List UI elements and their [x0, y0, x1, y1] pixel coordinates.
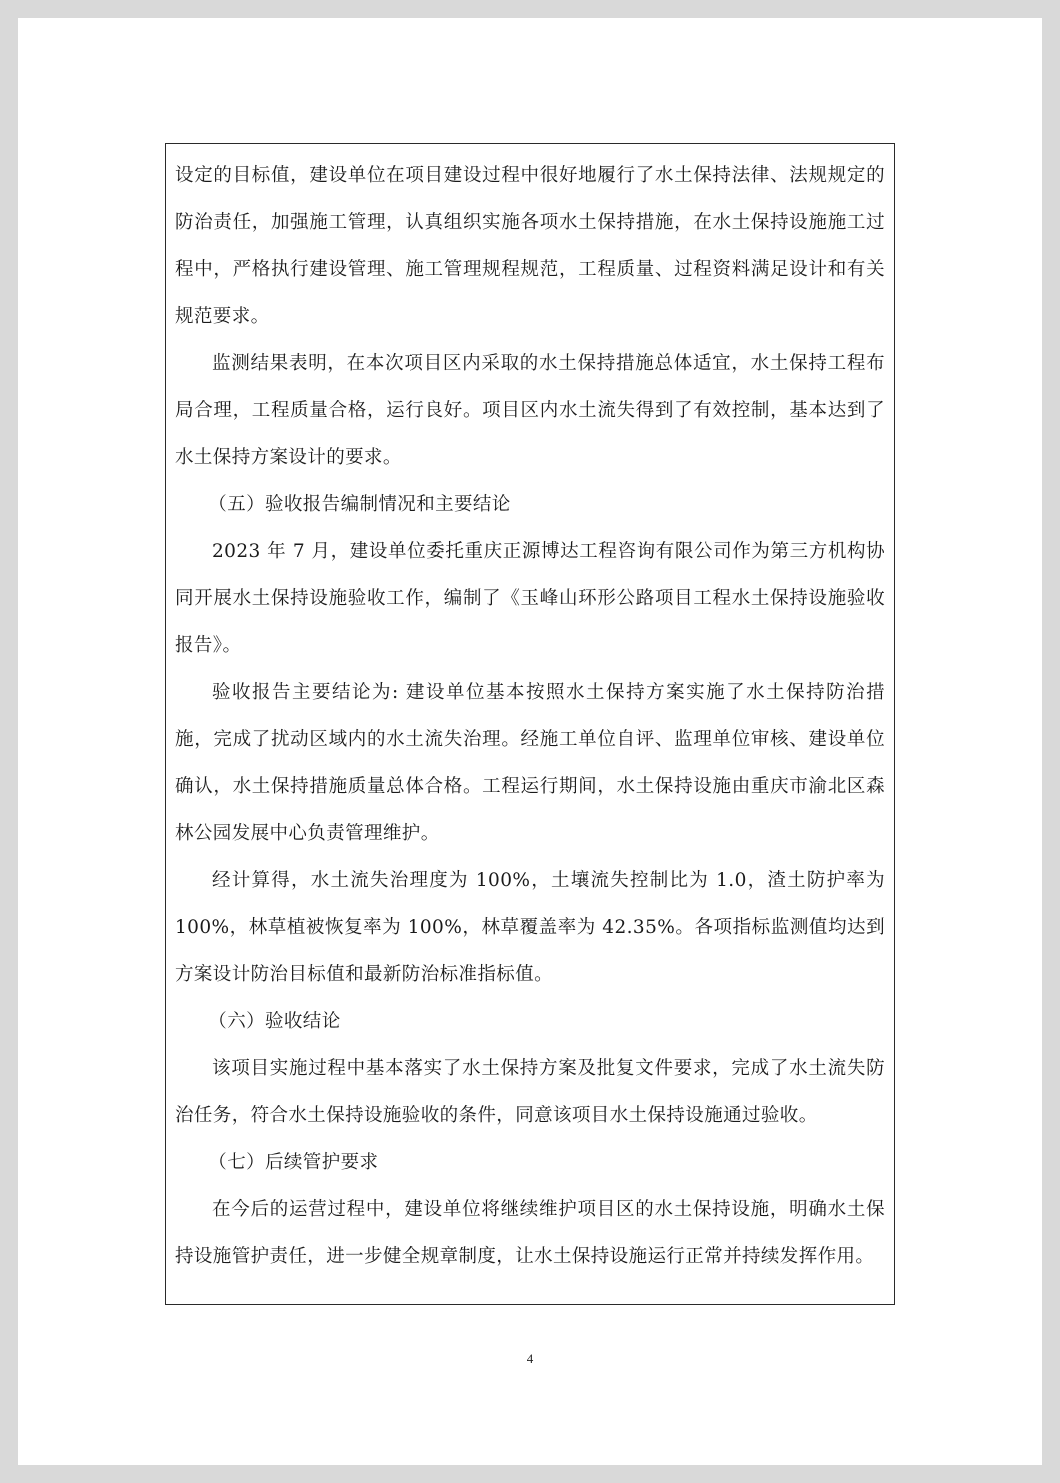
- section-heading-6: （六）验收结论: [208, 1011, 341, 1032]
- paragraph-report-conclusion: 验收报告主要结论为: 建设单位基本按照水土保持方案实施了水土保持防治措施，完成了扰动区域内的水土流失治理。经施工单位自评、监理单位审核、建设单位确认，水土保持措施质量总体合格。工程运行期间，水土保持设施由重庆市渝北区森林公园发展中心负责管理维护。: [175, 682, 885, 844]
- paragraph-monitoring-results: 监测结果表明，在本次项目区内采取的水土保持措施总体适宜，水土保持工程布局合理，工程质量合格，运行良好。项目区内水土流失得到了有效控制，基本达到了水土保持方案设计的要求。: [175, 353, 885, 468]
- page-number: 4: [526, 1351, 534, 1366]
- paragraph-maintenance: 在今后的运营过程中，建设单位将继续维护项目区的水土保持设施，明确水土保持设施管护责任，进一步健全规章制度，让水土保持设施运行正常并持续发挥作用。: [175, 1199, 885, 1267]
- paragraph-indicators: 经计算得，水土流失治理度为 100%，土壤流失控制比为 1.0，渣土防护率为 100%，林草植被恢复率为 100%，林草覆盖率为 42.35%。各项指标监测值均达到方案设计防治目标值和最新防治标准指标值。: [175, 870, 885, 985]
- frame-content: [175, 152, 885, 1280]
- paragraph-continuation: 设定的目标值，建设单位在项目建设过程中很好地履行了水土保持法律、法规规定的防治责任，加强施工管理，认真组织实施各项水土保持措施，在水土保持设施施工过程中，严格执行建设管理、施工管理规程规范，工程质量、过程资料满足设计和有关规范要求。: [175, 165, 885, 327]
- section-heading-7: （七）后续管护要求: [208, 1152, 379, 1173]
- text-frame: [165, 143, 895, 1305]
- paragraph-acceptance-conclusion: 该项目实施过程中基本落实了水土保持方案及批复文件要求，完成了水土流失防治任务，符合水土保持设施验收的条件，同意该项目水土保持设施通过验收。: [175, 1058, 885, 1126]
- paragraph-report-commission: 2023 年 7 月，建设单位委托重庆正源博达工程咨询有限公司作为第三方机构协同开展水土保持设施验收工作，编制了《玉峰山环形公路项目工程水土保持设施验收报告》。: [175, 541, 885, 656]
- document-page: [18, 18, 1042, 1465]
- section-heading-5: （五）验收报告编制情况和主要结论: [208, 494, 511, 515]
